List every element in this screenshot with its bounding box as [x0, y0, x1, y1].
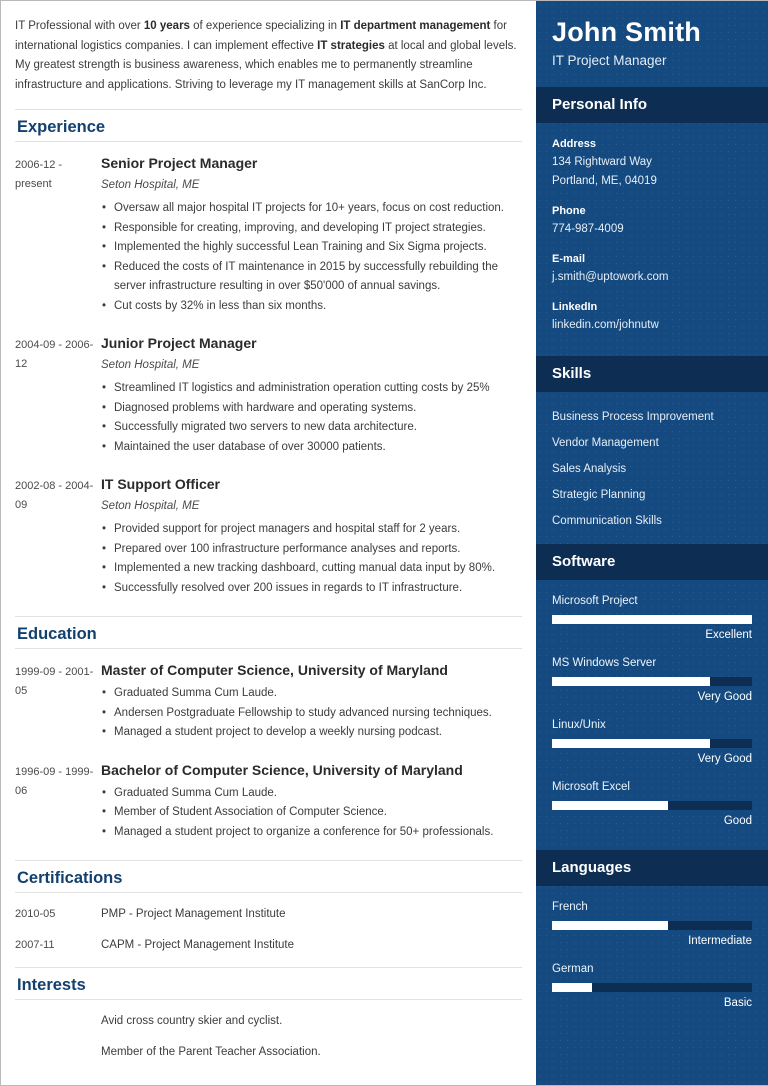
- entry-dates: 2004-09 - 2006-12: [15, 339, 94, 370]
- row-text: Avid cross country skier and cyclist.: [101, 1015, 283, 1027]
- proficiency-bar-fill: [552, 801, 668, 810]
- sidebar-section-title-software: Software: [536, 544, 768, 580]
- contact-label: LinkedIn: [552, 301, 598, 313]
- skill-item: Sales Analysis: [552, 462, 627, 475]
- row-text: CAPM - Project Management Institute: [101, 939, 295, 951]
- bullet-item: • Implemented the highly successful Lean Training and Six Sigma projects.: [101, 238, 522, 258]
- resume-entry: [15, 154, 522, 316]
- proficiency-bar-fill: [552, 983, 592, 992]
- skill-item: Communication Skills: [552, 514, 662, 527]
- flat-row: [15, 905, 522, 924]
- rated-label: Microsoft Project: [552, 595, 638, 607]
- flat-row: [15, 936, 522, 955]
- rated-item: [552, 716, 752, 769]
- bullet-item: • Prepared over 100 infrastructure performance analyses and reports.: [101, 540, 522, 560]
- entry-title: Bachelor of Computer Science, University of Maryland: [101, 761, 463, 778]
- skills-body: [536, 392, 768, 544]
- proficiency-bar-track: [552, 615, 752, 624]
- entry-body: [101, 334, 522, 457]
- bullet-item: • Managed a student project to organize a conference for 50+ professionals.: [101, 823, 522, 843]
- proficiency-bar-fill: [552, 677, 710, 686]
- proficiency-bar-track: [552, 739, 752, 748]
- entry-title: Master of Computer Science, University of Maryland: [101, 662, 448, 678]
- rated-label: Linux/Unix: [552, 719, 606, 731]
- professional-summary: IT Professional with over 10 years of experience specializing in IT department management for international logistics companies. I can implement effective IT strategies at local and global levels. My greatest strength is business awareness, which enables me to permanently streamline infrastructure and applications. Striving to leverage my IT management skills at SanCorp Inc.: [15, 20, 517, 91]
- section-divider: [15, 892, 522, 893]
- resume-entry: [15, 334, 522, 457]
- sidebar-section-title-personal-info: Personal Info: [536, 87, 768, 123]
- row-date: [15, 1012, 101, 1031]
- experience-entries: [15, 154, 522, 598]
- main-column: [1, 1, 536, 1085]
- certification-rows: [15, 905, 522, 955]
- contact-value[interactable]: 134 Rightward Way: [552, 156, 652, 168]
- candidate-role: IT Project Manager: [552, 53, 667, 68]
- languages-body: [536, 886, 768, 1032]
- contact-group: [552, 202, 752, 239]
- rated-label: French: [552, 901, 588, 913]
- contact-value[interactable]: 774-987-4009: [552, 223, 624, 235]
- bullet-item: • Andersen Postgraduate Fellowship to study advanced nursing techniques.: [101, 704, 522, 724]
- flat-row: [15, 1012, 522, 1031]
- rated-label: MS Windows Server: [552, 657, 657, 669]
- rated-label: Microsoft Excel: [552, 781, 630, 793]
- bullet-item: • Graduated Summa Cum Laude.: [101, 684, 522, 704]
- entry-bullets: [101, 199, 522, 316]
- row-text: PMP - Project Management Institute: [101, 908, 286, 920]
- section-divider: [15, 999, 522, 1000]
- row-date: 2007-11: [15, 939, 55, 951]
- candidate-name: John Smith: [552, 17, 701, 47]
- summary-emphasis: 10 years: [143, 20, 190, 32]
- entry-bullets: [101, 684, 522, 743]
- rated-level: Very Good: [697, 691, 752, 703]
- entry-subtitle: Seton Hospital, ME: [101, 359, 200, 371]
- proficiency-bar-track: [552, 677, 752, 686]
- entry-body: [101, 661, 522, 743]
- row-date: [15, 1043, 101, 1062]
- rated-item: [552, 592, 752, 645]
- bullet-item: • Implemented a new tracking dashboard, cutting manual data input by 80%.: [101, 559, 522, 579]
- bullet-item: • Reduced the costs of IT maintenance in 2015 by successfully rebuilding the server infrastructure resulting in over $50'000 of annual savings.: [101, 258, 522, 297]
- summary-emphasis: IT strategies: [317, 39, 385, 52]
- rated-level: Basic: [723, 997, 752, 1009]
- resume-entry: [15, 661, 522, 743]
- contact-value[interactable]: j.smith@uptowork.com: [552, 271, 669, 283]
- sidebar-header: [536, 1, 768, 87]
- education-entries: [15, 661, 522, 842]
- bullet-item: • Maintained the user database of over 30000 patients.: [101, 438, 522, 458]
- proficiency-bar-track: [552, 921, 752, 930]
- entry-body: [101, 761, 522, 843]
- contact-label: Address: [552, 138, 597, 150]
- software-body: [536, 580, 768, 850]
- entry-body: [101, 154, 522, 316]
- entry-bullets: [101, 379, 522, 457]
- bullet-item: • Managed a student project to develop a weekly nursing podcast.: [101, 723, 522, 743]
- contact-label: E-mail: [552, 253, 586, 265]
- resume-entry: [15, 475, 522, 598]
- proficiency-bar-fill: [552, 739, 710, 748]
- bullet-item: • Streamlined IT logistics and administration operation cutting costs by 25%: [101, 379, 522, 399]
- section-divider: [15, 648, 522, 649]
- entry-dates: 2002-08 - 2004-09: [15, 480, 94, 511]
- entry-title: IT Support Officer: [101, 476, 220, 492]
- flat-row: [15, 1043, 522, 1062]
- row-date: 2010-05: [15, 908, 56, 920]
- skill-item: Business Process Improvement: [552, 410, 714, 423]
- section-title-interests: Interests: [15, 967, 522, 999]
- section-title-education: Education: [15, 616, 522, 648]
- entry-dates: 1996-09 - 1999-06: [15, 765, 94, 797]
- rated-level: Intermediate: [688, 935, 752, 947]
- entry-bullets: [101, 784, 522, 843]
- entry-title: Senior Project Manager: [101, 155, 258, 171]
- section-experience: [15, 109, 522, 598]
- bullet-item: • Successfully resolved over 200 issues in regards to IT infrastructure.: [101, 579, 522, 599]
- summary-emphasis: IT department management: [340, 20, 491, 32]
- contact-group: [552, 250, 752, 287]
- personal-info-body: [536, 123, 768, 356]
- entry-subtitle: Seton Hospital, ME: [101, 179, 200, 191]
- entry-dates: 1999-09 - 2001-05: [15, 666, 94, 697]
- entry-title: Junior Project Manager: [101, 335, 257, 351]
- resume-entry: [15, 761, 522, 843]
- sidebar-section-title-languages: Languages: [536, 850, 768, 886]
- entry-subtitle: Seton Hospital, ME: [101, 500, 200, 512]
- entry-body: [101, 475, 522, 598]
- rated-item: [552, 898, 752, 951]
- rated-item: [552, 654, 752, 707]
- section-title-certifications: Certifications: [15, 860, 522, 892]
- rated-level: Good: [723, 815, 752, 827]
- rated-item: [552, 960, 752, 1013]
- bullet-item: • Provided support for project managers and hospital staff for 2 years.: [101, 520, 522, 540]
- section-education: [15, 616, 522, 842]
- section-title-experience: Experience: [15, 109, 522, 141]
- sidebar-section-title-skills: Skills: [536, 356, 768, 392]
- contact-label: Phone: [552, 205, 586, 217]
- proficiency-bar-track: [552, 983, 752, 992]
- contact-value[interactable]: Portland, ME, 04019: [552, 175, 657, 187]
- bullet-item: • Responsible for creating, improving, and developing IT project strategies.: [101, 219, 522, 239]
- rated-level: Excellent: [705, 629, 752, 641]
- row-text: Member of the Parent Teacher Association.: [101, 1046, 321, 1058]
- bullet-item: • Oversaw all major hospital IT projects for 10+ years, focus on cost reduction.: [101, 199, 522, 219]
- rated-label: German: [552, 963, 594, 975]
- bullet-item: • Graduated Summa Cum Laude.: [101, 784, 522, 804]
- contact-group: [552, 135, 752, 191]
- proficiency-bar-fill: [552, 921, 668, 930]
- bullet-item: • Successfully migrated two servers to new data architecture.: [101, 418, 522, 438]
- contact-value[interactable]: linkedin.com/johnutw: [552, 319, 659, 331]
- section-certifications: [15, 860, 522, 955]
- bullet-item: • Cut costs by 32% in less than six months.: [101, 297, 522, 317]
- bullet-item: • Diagnosed problems with hardware and operating systems.: [101, 399, 522, 419]
- interest-rows: [15, 1012, 522, 1062]
- proficiency-bar-fill: [552, 615, 752, 624]
- rated-item: [552, 778, 752, 831]
- skill-item: Strategic Planning: [552, 488, 646, 501]
- proficiency-bar-track: [552, 801, 752, 810]
- section-divider: [15, 141, 522, 142]
- bullet-item: • Member of Student Association of Computer Science.: [101, 803, 522, 823]
- skill-item: Vendor Management: [552, 436, 659, 449]
- section-interests: [15, 967, 522, 1062]
- entry-dates: 2006-12 - present: [15, 159, 63, 190]
- rated-level: Very Good: [697, 753, 752, 765]
- contact-group: [552, 298, 752, 335]
- sidebar: [536, 1, 768, 1085]
- entry-bullets: [101, 520, 522, 598]
